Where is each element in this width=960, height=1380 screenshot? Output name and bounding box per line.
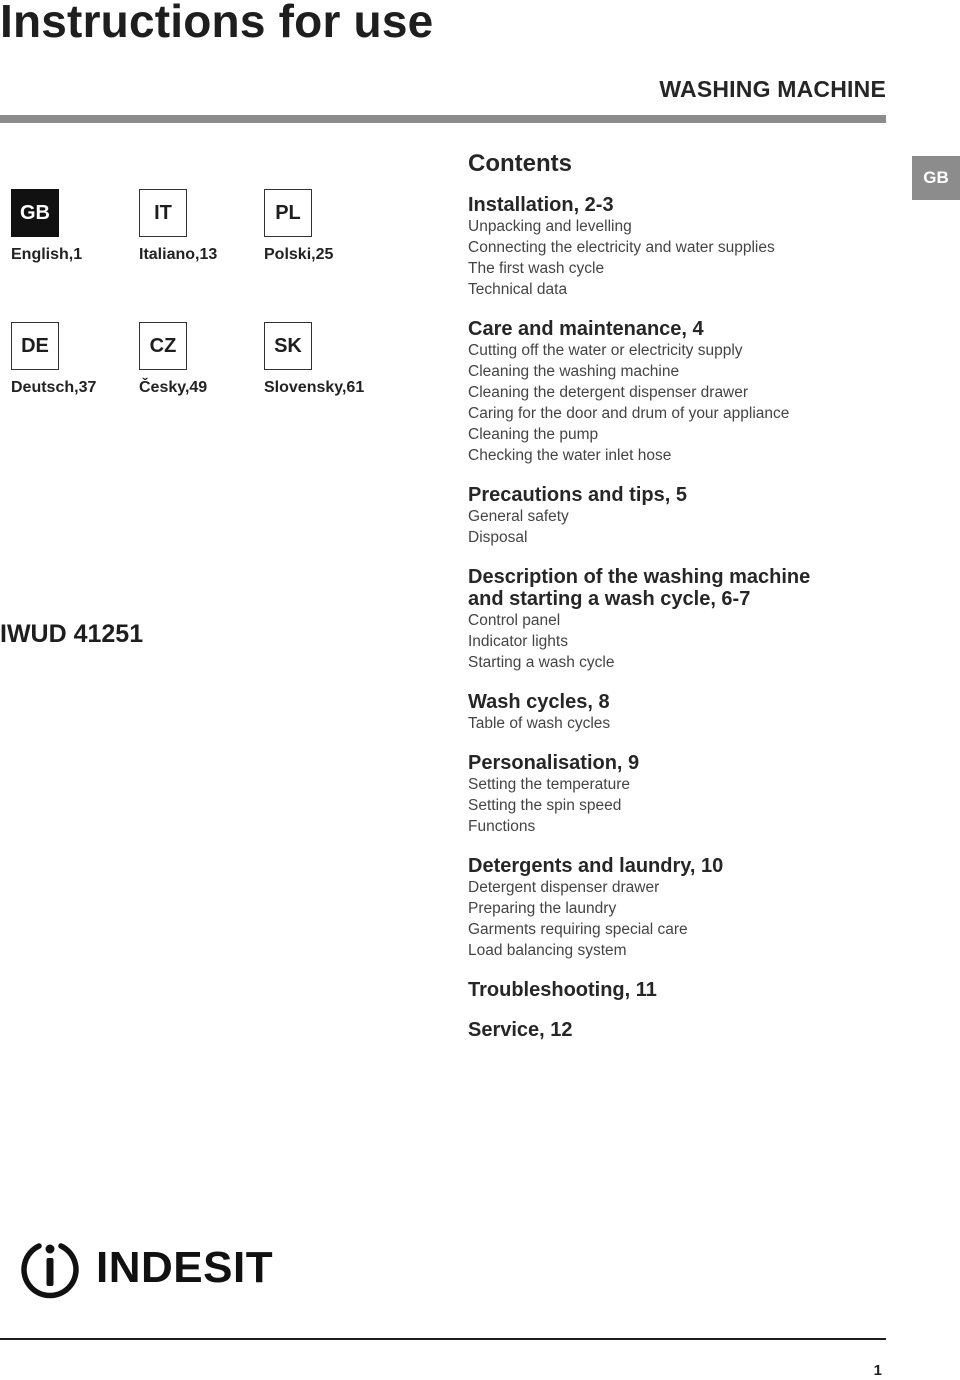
toc-item[interactable]: Table of wash cycles bbox=[468, 715, 611, 732]
toc-section-title[interactable]: Care and maintenance, 4 bbox=[468, 318, 704, 340]
language-name: Česky,49 bbox=[139, 379, 208, 396]
toc-section-troubleshooting bbox=[468, 979, 898, 1001]
toc-item[interactable]: Load balancing system bbox=[468, 942, 627, 959]
language-sk[interactable] bbox=[264, 322, 384, 397]
language-name: Deutsch,37 bbox=[11, 379, 97, 396]
footer-divider bbox=[0, 1338, 886, 1340]
language-gb[interactable] bbox=[11, 189, 131, 264]
toc-section-precautions bbox=[468, 484, 898, 548]
toc-item[interactable]: Garments requiring special care bbox=[468, 921, 688, 938]
toc-section-title[interactable]: Troubleshooting, 11 bbox=[468, 979, 657, 1001]
page-title: Instructions for use bbox=[0, 0, 434, 47]
toc-section-title[interactable]: Service, 12 bbox=[468, 1019, 573, 1041]
toc-section-title-line2[interactable]: and starting a wash cycle, 6-7 bbox=[468, 588, 751, 610]
header-divider bbox=[0, 115, 886, 123]
indesit-logo bbox=[18, 1236, 273, 1300]
language-name: Polski,25 bbox=[264, 246, 334, 263]
toc-item[interactable]: Cleaning the pump bbox=[468, 426, 599, 443]
language-pl[interactable] bbox=[264, 189, 384, 264]
toc-item[interactable]: General safety bbox=[468, 508, 569, 525]
contents-title: Contents bbox=[468, 150, 572, 177]
toc-item[interactable]: Disposal bbox=[468, 529, 528, 546]
toc-section-title[interactable]: Detergents and laundry, 10 bbox=[468, 855, 724, 877]
toc-item[interactable]: Setting the spin speed bbox=[468, 797, 622, 814]
toc-item[interactable]: Control panel bbox=[468, 612, 561, 629]
language-code: CZ bbox=[139, 322, 187, 370]
language-name: Italiano,13 bbox=[139, 246, 218, 263]
toc-item[interactable]: Cleaning the detergent dispenser drawer bbox=[468, 384, 749, 401]
toc-item[interactable]: Cleaning the washing machine bbox=[468, 363, 680, 380]
logo-wordmark: INDESIT bbox=[96, 1243, 274, 1292]
toc-item[interactable]: Technical data bbox=[468, 281, 568, 298]
toc-item[interactable]: Checking the water inlet hose bbox=[468, 447, 672, 464]
toc-item[interactable]: Detergent dispenser drawer bbox=[468, 879, 660, 896]
toc-section-care bbox=[468, 318, 898, 466]
language-code: IT bbox=[139, 189, 187, 237]
toc-section-title[interactable]: Installation, 2-3 bbox=[468, 194, 614, 216]
toc-item[interactable]: Functions bbox=[468, 818, 536, 835]
language-name: English,1 bbox=[11, 246, 83, 263]
language-tab: GB bbox=[912, 156, 960, 200]
toc-item[interactable]: Starting a wash cycle bbox=[468, 654, 615, 671]
toc-item[interactable]: Setting the temperature bbox=[468, 776, 630, 793]
language-code: SK bbox=[264, 322, 312, 370]
language-code: PL bbox=[264, 189, 312, 237]
toc-item[interactable]: Unpacking and levelling bbox=[468, 218, 632, 235]
toc-item[interactable]: Caring for the door and drum of your appliance bbox=[468, 405, 790, 422]
toc-item[interactable]: Preparing the laundry bbox=[468, 900, 617, 917]
language-name: Slovensky,61 bbox=[264, 379, 365, 396]
toc-item[interactable]: Connecting the electricity and water supplies bbox=[468, 239, 775, 256]
toc-section-service bbox=[468, 1019, 898, 1041]
toc-section-title[interactable]: Personalisation, 9 bbox=[468, 752, 640, 774]
toc-section-personalisation bbox=[468, 752, 898, 837]
language-it[interactable] bbox=[139, 189, 259, 264]
toc-section-title[interactable]: Wash cycles, 8 bbox=[468, 691, 610, 713]
model-number: IWUD 41251 bbox=[0, 620, 144, 648]
page-number: 1 bbox=[873, 1362, 882, 1379]
language-cz[interactable] bbox=[139, 322, 259, 397]
toc-section-title[interactable]: Precautions and tips, 5 bbox=[468, 484, 687, 506]
toc-section-title-line1[interactable]: Description of the washing machine bbox=[468, 566, 811, 588]
info-i-icon bbox=[18, 1236, 82, 1300]
toc-section-installation bbox=[468, 194, 898, 300]
language-code: DE bbox=[11, 322, 59, 370]
table-of-contents bbox=[468, 150, 898, 1059]
language-code: GB bbox=[11, 189, 59, 237]
toc-section-detergents bbox=[468, 855, 898, 961]
page-subtitle: WASHING MACHINE bbox=[659, 76, 886, 102]
toc-item[interactable]: The first wash cycle bbox=[468, 260, 605, 277]
toc-section-wash-cycles bbox=[468, 691, 898, 734]
toc-item[interactable]: Indicator lights bbox=[468, 633, 568, 650]
language-de[interactable] bbox=[11, 322, 131, 397]
toc-section-description bbox=[468, 566, 898, 673]
toc-item[interactable]: Cutting off the water or electricity supply bbox=[468, 342, 743, 359]
